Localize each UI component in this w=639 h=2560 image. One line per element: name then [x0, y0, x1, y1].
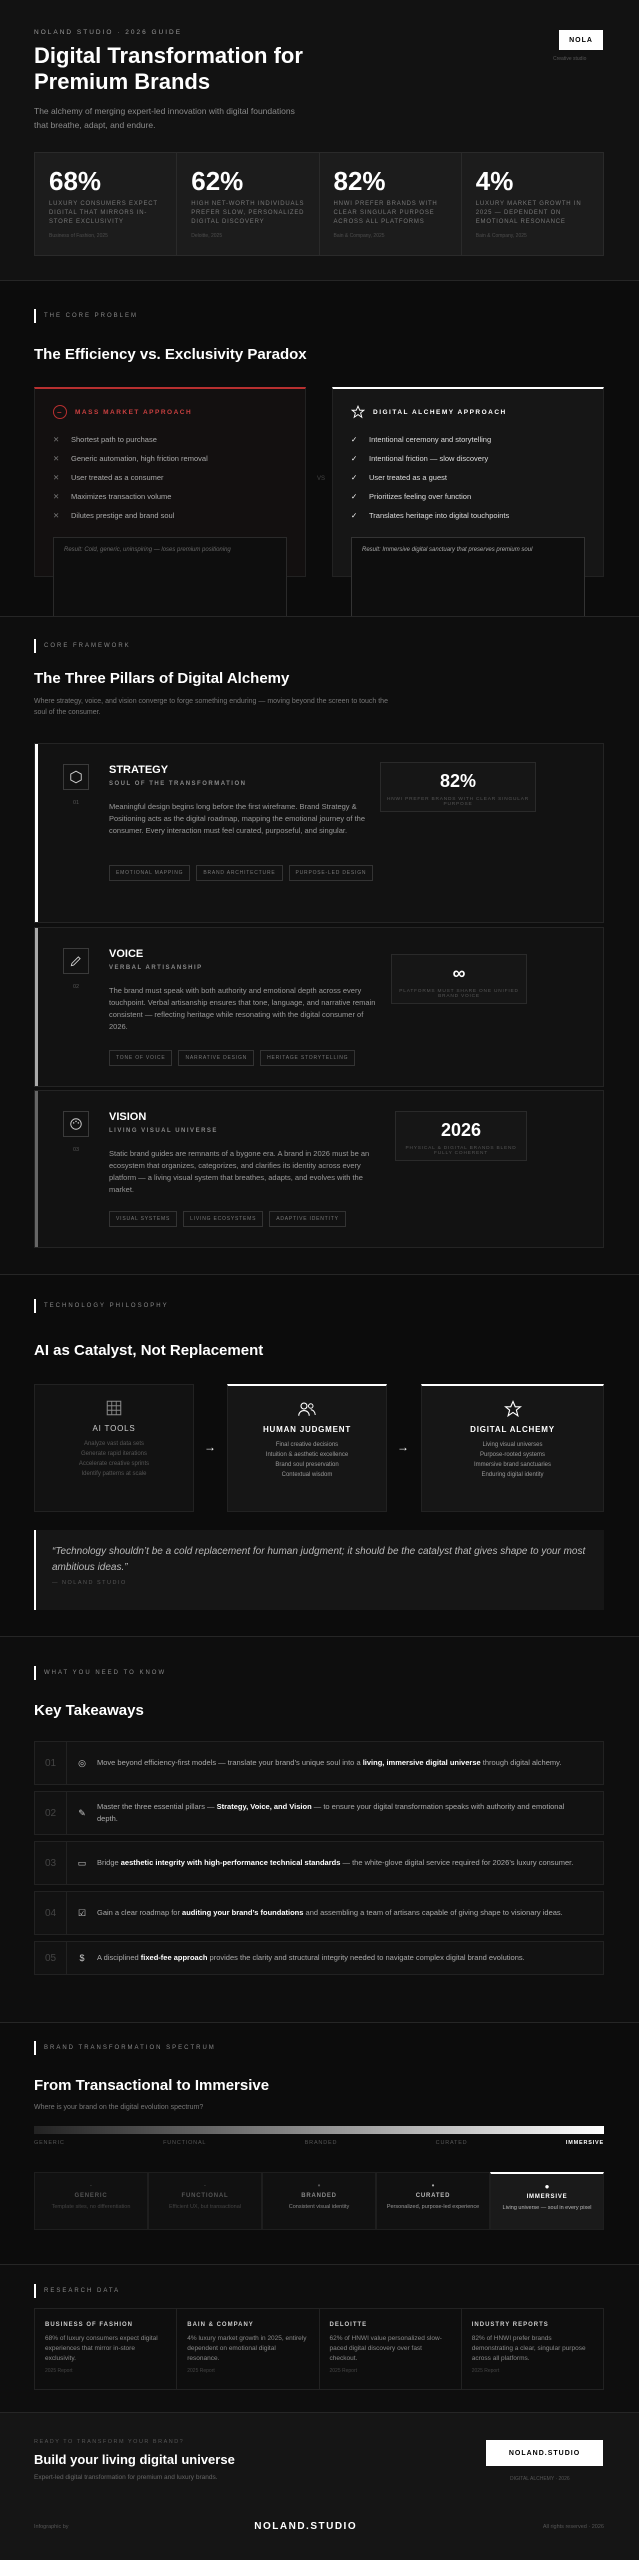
pillar-stat-value: ∞	[452, 963, 466, 983]
pillar-body: Static brand guides are remnants of a bygone era. A brand in 2026 must be an ecosystem that organizes, categorizes, and clarifies its identity across every platform — a living visual system that breathes, adapts, and evolves with the market.	[109, 1149, 370, 1194]
takeaways-section	[0, 1636, 639, 2022]
section-divider	[0, 1636, 639, 1637]
x-icon: ✕	[53, 473, 60, 482]
section-kicker: CORE FRAMEWORK	[34, 639, 131, 653]
stat-value: 82%	[333, 166, 386, 196]
section-divider	[0, 2264, 639, 2265]
card-line: Brand soul preservation	[275, 1462, 339, 1468]
hero-section	[0, 0, 639, 280]
users-icon	[228, 1400, 386, 1418]
pillar-stat	[395, 1111, 527, 1161]
pillar-stat	[380, 762, 536, 812]
takeaway-number: 05	[35, 1942, 67, 1974]
tag: BRAND ARCHITECTURE	[196, 865, 282, 881]
spectrum-label: GENERIC	[34, 2140, 65, 2146]
stage-functional: · FUNCTIONAL Efficient UX, but transactional	[148, 2172, 262, 2230]
stage-branded: • BRANDED Consistent visual identity	[262, 2172, 376, 2230]
spectrum-label: BRANDED	[304, 2140, 338, 2146]
target-icon: ◎	[78, 1757, 86, 1768]
research-grid	[34, 2308, 604, 2390]
list-item: ✓ User treated as a guest	[351, 473, 447, 482]
stat-source: Business of Fashion, 2025	[49, 233, 108, 239]
list-item: ✕ Generic automation, high friction removal	[53, 454, 208, 463]
dollar-icon: $	[79, 1953, 85, 1963]
pillar-vision	[34, 1090, 604, 1248]
spectrum-labels	[34, 2140, 604, 2146]
star-icon	[422, 1400, 603, 1418]
section-divider	[0, 2412, 639, 2413]
spectrum-label: IMMERSIVE	[565, 2140, 604, 2146]
cta-subtitle: Expert-led digital transformation for premium and luxury brands.	[34, 2474, 218, 2481]
stat-value: 62%	[191, 166, 244, 196]
takeaway-text: Move beyond efficiency-first models — translate your brand’s unique soul into a living, immersive digital universe through digital alchemy.	[97, 1758, 562, 1767]
hero-title: Digital Transformation for Premium Brands	[34, 43, 303, 94]
x-icon: ✕	[53, 511, 60, 520]
cta-button[interactable]: NOLAND.STUDIO	[486, 2440, 603, 2466]
pillar-body: The brand must speak with both authority and emotional depth across every touchpoint. Verbal artisanship ensures that tone, language, and narrative remain consistent — reflecting heritage while resonating with the digital consumer of 2026.	[109, 986, 376, 1031]
card-line: Identify patterns at scale	[81, 1471, 147, 1477]
mass-market-title: MASS MARKET APPROACH	[75, 408, 193, 416]
spectrum-stages	[34, 2172, 604, 2230]
paradox-section	[0, 280, 639, 616]
hexagon-icon	[63, 764, 89, 790]
footer-left: Infographic by	[34, 2523, 69, 2530]
takeaway-item	[34, 1941, 604, 1975]
tag: VISUAL SYSTEMS	[109, 1211, 177, 1227]
digital-alchemy-title: DIGITAL ALCHEMY APPROACH	[373, 408, 507, 416]
tag: LIVING ECOSYSTEMS	[183, 1211, 263, 1227]
section-kicker: BRAND TRANSFORMATION SPECTRUM	[34, 2041, 216, 2055]
section-divider	[0, 616, 639, 617]
stat-source: Deloitte, 2025	[191, 233, 223, 239]
dot-icon: •	[317, 2181, 321, 2190]
stage-generic: · GENERIC Template sites, no differentiation	[34, 2172, 148, 2230]
list-item: ✕ User treated as a consumer	[53, 473, 164, 482]
check-icon: ✓	[351, 473, 358, 482]
pillar-stat-value: 82%	[439, 771, 477, 791]
research-card: INDUSTRY REPORTS 82% of HNWI prefer brands demonstrating a clear, singular purpose across all platforms. 2025 Report	[471, 2322, 586, 2374]
check-icon: ✓	[351, 492, 358, 501]
research-card: DELOITTE 62% of HNWI value personalized slow-paced digital discovery over fast checkout. 2025 Report	[320, 2309, 462, 2389]
section-title: The Three Pillars of Digital Alchemy	[34, 670, 290, 687]
section-subtitle: Where strategy, voice, and vision converge to forge something enduring — moving beyond the screen to touch the soul of the consumer.	[34, 698, 388, 716]
pillar-title: VOICE	[109, 948, 144, 960]
pillar-number: 01	[73, 800, 80, 806]
pillar-stat-label: PLATFORMS MUST SHARE ONE UNIFIED BRAND VOICE	[399, 989, 519, 999]
list-item: ✓ Translates heritage into digital touchpoints	[351, 511, 510, 520]
research-card: BUSINESS OF FASHION 68% of luxury consumers expect digital experiences that mirror in-store exclusivity. 2025 Report	[35, 2309, 177, 2389]
minus-icon: −	[53, 405, 67, 419]
spectrum-label: FUNCTIONAL	[163, 2140, 207, 2146]
pillars-section	[0, 616, 639, 1274]
spectrum-label: CURATED	[435, 2140, 468, 2146]
card-line: Living visual universes	[482, 1442, 543, 1448]
pillar-number: 03	[73, 1147, 80, 1153]
card-line: Generate rapid iterations	[80, 1451, 148, 1457]
takeaway-number: 02	[35, 1792, 67, 1834]
quote-block	[34, 1530, 604, 1610]
grid-icon	[35, 1399, 193, 1417]
tag: EMOTIONAL MAPPING	[109, 865, 190, 881]
stat-card	[320, 153, 462, 255]
list-item: ✓ Intentional ceremony and storytelling	[351, 435, 492, 444]
quote-text: “Technology shouldn’t be a cold replacement for human judgment; it should be the catalyst that gives shape to your most ambitious ideas.”	[52, 1546, 586, 1573]
takeaway-number: 03	[35, 1842, 67, 1884]
section-subtitle: Where is your brand on the digital evolution spectrum?	[34, 2104, 204, 2111]
stat-value: 4%	[475, 166, 514, 196]
card-line: Enduring digital identity	[481, 1472, 544, 1478]
x-icon: ✕	[53, 492, 60, 501]
pillar-subtitle: VERBAL ARTISANSHIP	[109, 965, 203, 971]
stat-card	[177, 153, 319, 255]
mass-market-result: Result: Cold, generic, uninspiring — loses premium positioning	[53, 537, 287, 616]
hero-stats	[34, 152, 604, 256]
stat-value: 68%	[49, 166, 102, 196]
stat-text: HNWI PREFER BRANDS WITH CLEAR SINGULAR PURPOSE ACROSS ALL PLATFORMS	[333, 201, 438, 225]
card-line: Immersive brand sanctuaries	[473, 1462, 552, 1468]
section-kicker: TECHNOLOGY PHILOSOPHY	[34, 1299, 169, 1313]
digital-alchemy-card	[332, 387, 604, 577]
stat-text: LUXURY CONSUMERS EXPECT DIGITAL THAT MIRRORS IN-STORE EXCLUSIVITY	[49, 201, 158, 225]
list-item: ✕ Shortest path to purchase	[53, 435, 157, 444]
section-title: AI as Catalyst, Not Replacement	[34, 1342, 264, 1359]
card-title: HUMAN JUDGMENT	[262, 1425, 352, 1434]
pillar-title: STRATEGY	[109, 764, 169, 776]
dot-icon: ·	[203, 2181, 207, 2190]
takeaway-item	[34, 1791, 604, 1835]
stat-text: LUXURY MARKET GROWTH IN 2025 — DEPENDENT ON EMOTIONAL RESONANCE	[475, 201, 582, 225]
pillar-body: Meaningful design begins long before the first wireframe. Brand Strategy & Positioning acts as the digital roadmap, mapping the emotional journey of the consumer. Every interaction must feel curated, purposeful, and singular.	[109, 802, 365, 835]
arrow-right-icon: →	[204, 1440, 216, 1454]
x-icon: ✕	[53, 435, 60, 444]
check-icon: ✓	[351, 454, 358, 463]
pillar-number: 02	[73, 984, 80, 990]
card-line: Contextual wisdom	[281, 1472, 333, 1478]
list-item: ✕ Dilutes prestige and brand soul	[53, 511, 175, 520]
section-title: Key Takeaways	[34, 1702, 144, 1719]
star-icon	[351, 405, 365, 419]
human-judgment-card	[227, 1384, 387, 1512]
cta-note: DIGITAL ALCHEMY · 2026	[510, 2476, 570, 2482]
list-item: ✓ Intentional friction — slow discovery	[351, 454, 489, 463]
spectrum-section	[0, 2022, 639, 2264]
pen-icon: ✎	[78, 1807, 86, 1818]
spectrum-gradient-bar	[34, 2126, 604, 2134]
takeaway-text: Gain a clear roadmap for auditing your brand’s foundations and assembling a team of artisans capable of giving shape to visionary ideas.	[97, 1908, 563, 1917]
stat-text: HIGH NET-WORTH INDIVIDUALS PREFER SLOW, PERSONALIZED DIGITAL DISCOVERY	[191, 201, 305, 225]
dot-icon: ·	[89, 2181, 93, 2190]
quote-author: — NOLAND STUDIO	[52, 1580, 127, 1586]
cta-title: Build your living digital universe	[34, 2452, 235, 2467]
card-line: Purpose-rooted systems	[479, 1452, 546, 1458]
digital-alchemy-card	[421, 1384, 604, 1512]
tag: ADAPTIVE IDENTITY	[269, 1211, 346, 1227]
pillar-tags	[109, 1211, 389, 1227]
card-title: DIGITAL ALCHEMY	[470, 1425, 555, 1434]
ai-section	[0, 1274, 639, 1636]
vs-label: VS	[317, 476, 326, 482]
section-title: The Efficiency vs. Exclusivity Paradox	[34, 346, 307, 363]
pillar-subtitle: LIVING VISUAL UNIVERSE	[109, 1128, 218, 1134]
takeaway-item	[34, 1741, 604, 1785]
stat-source: Bain & Company, 2025	[333, 233, 385, 239]
ai-tools-card	[34, 1384, 194, 1512]
check-icon: ✓	[351, 435, 358, 444]
list-item: ✕ Maximizes transaction volume	[53, 492, 172, 501]
takeaway-text: Master the three essential pillars — Strategy, Voice, and Vision — to ensure your digital transformation speaks with authority and emotional depth.	[97, 1802, 565, 1823]
takeaway-item	[34, 1891, 604, 1935]
pillar-stat-value: 2026	[440, 1120, 482, 1140]
tag: TONE OF VOICE	[109, 1050, 172, 1066]
tag: PURPOSE-LED DESIGN	[289, 865, 374, 881]
card-line: Final creative decisions	[275, 1442, 339, 1448]
section-kicker: WHAT YOU NEED TO KNOW	[34, 1666, 166, 1680]
pillar-title: VISION	[109, 1111, 147, 1123]
arrow-right-icon: →	[397, 1440, 409, 1454]
section-kicker: THE CORE PROBLEM	[34, 309, 138, 323]
footer	[34, 2521, 604, 2532]
section-divider	[0, 280, 639, 281]
stat-card	[35, 153, 177, 255]
dot-icon: ●	[544, 2182, 550, 2191]
takeaway-number: 01	[35, 1742, 67, 1784]
hero-description: The alchemy of merging expert-led innovation with digital foundations that breathe, adapt, and endure.	[34, 106, 295, 130]
card-line: Analyze vast data sets	[83, 1441, 145, 1447]
brand-logo-sub: Creative studio	[553, 56, 587, 62]
monitor-icon: ▭	[77, 1857, 87, 1868]
palette-icon	[63, 1111, 89, 1137]
pillar-strategy	[34, 743, 604, 923]
hero-tag: NOLAND STUDIO · 2026 GUIDE	[34, 29, 183, 36]
pen-icon	[63, 948, 89, 974]
stat-card	[462, 153, 603, 255]
takeaway-item	[34, 1841, 604, 1885]
pillar-stat-label: PHYSICAL & DIGITAL BRANDS BLEND FULLY COHERENT	[405, 1146, 517, 1156]
takeaway-text: A disciplined fixed-fee approach provides the clarity and structural integrity needed to navigate complex digital brand evolutions.	[97, 1953, 525, 1962]
pillar-voice	[34, 927, 604, 1087]
stage-immersive: ● IMMERSIVE Living universe — soul in every pixel	[490, 2172, 604, 2230]
pillar-stat	[391, 954, 527, 1004]
footer-right: All rights reserved · 2026	[542, 2523, 604, 2530]
stat-source: Bain & Company, 2025	[475, 233, 527, 239]
card-title: AI TOOLS	[92, 1424, 136, 1433]
checkbox-icon: ☑	[77, 1907, 87, 1918]
brand-logo[interactable]: NOLA	[559, 30, 603, 50]
x-icon: ✕	[53, 454, 60, 463]
pillar-tags	[109, 1050, 389, 1066]
mass-market-card	[34, 387, 306, 577]
research-card: BAIN & COMPANY 4% luxury market growth in 2025, entirely dependent on emotional digital resonance. 2025 Report	[177, 2309, 319, 2389]
takeaway-number: 04	[35, 1892, 67, 1934]
section-divider	[0, 2022, 639, 2023]
cta-section	[0, 2412, 639, 2560]
list-item: ✓ Prioritizes feeling over function	[351, 492, 472, 501]
section-title: From Transactional to Immersive	[34, 2077, 270, 2094]
cta-kicker: READY TO TRANSFORM YOUR BRAND?	[34, 2439, 185, 2445]
tag: NARRATIVE DESIGN	[178, 1050, 254, 1066]
digital-alchemy-result: Result: Immersive digital sanctuary that preserves premium soul	[351, 537, 585, 616]
dot-icon: •	[431, 2181, 435, 2190]
card-line: Accelerate creative sprints	[78, 1461, 150, 1467]
section-kicker: RESEARCH DATA	[34, 2284, 120, 2298]
footer-brand[interactable]: NOLAND.STUDIO	[254, 2521, 358, 2532]
card-line: Intuition & aesthetic excellence	[265, 1452, 349, 1458]
research-section	[0, 2264, 639, 2412]
check-icon: ✓	[351, 511, 358, 520]
pillar-subtitle: SOUL OF THE TRANSFORMATION	[109, 781, 247, 787]
section-divider	[0, 1274, 639, 1275]
pillar-stat-label: HNWI PREFER BRANDS WITH CLEAR SINGULAR PURPOSE	[386, 797, 530, 807]
tag: HERITAGE STORYTELLING	[260, 1050, 355, 1066]
takeaway-text: Bridge aesthetic integrity with high-performance technical standards — the white-glove digital service required for 2026’s luxury consumer.	[97, 1858, 574, 1867]
stage-curated: • CURATED Personalized, purpose-led experience	[376, 2172, 490, 2230]
pillar-tags	[109, 865, 389, 881]
